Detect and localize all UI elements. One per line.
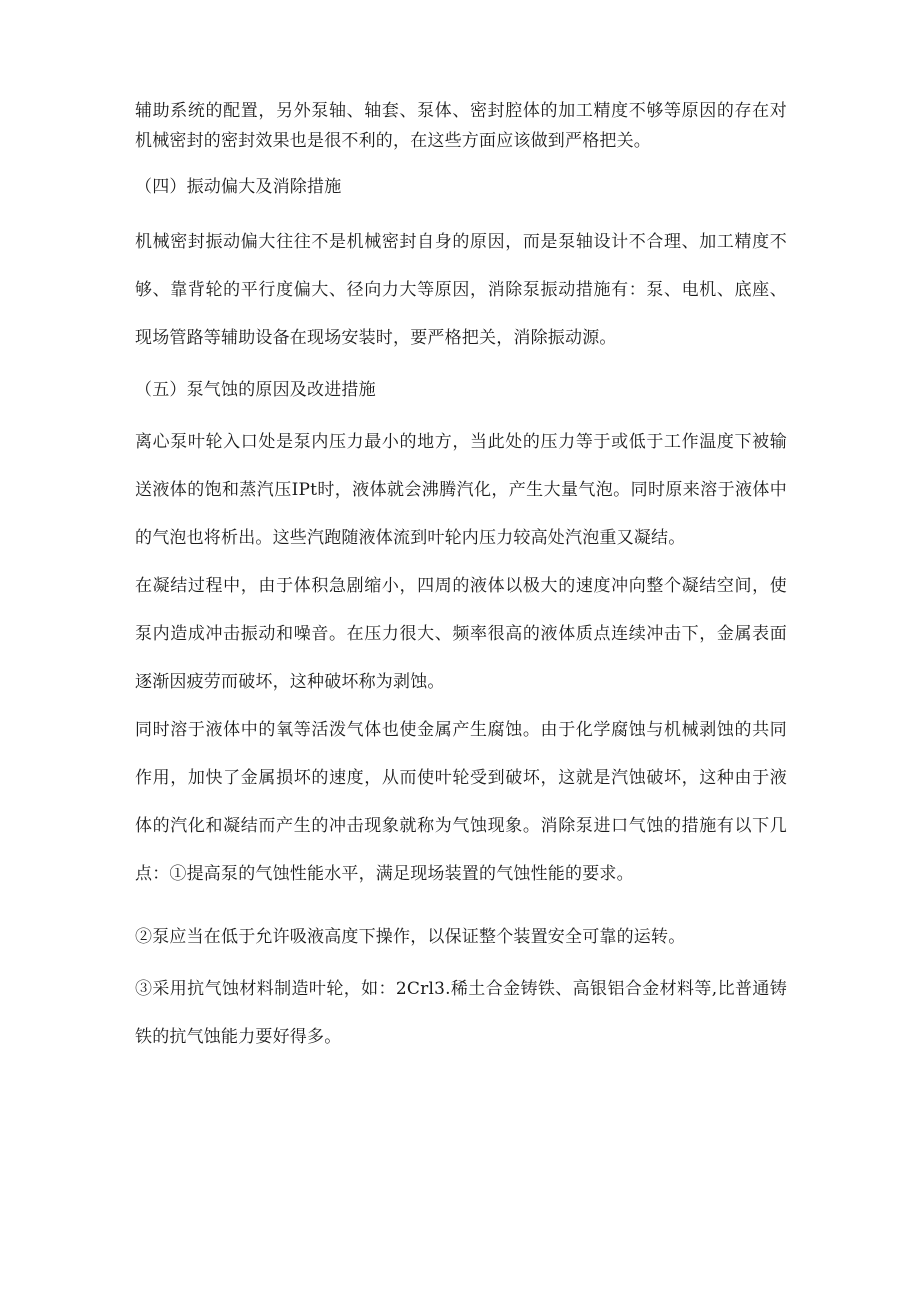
- paragraph-measure-2: ②泵应当在低于允许吸液高度下操作，以保证整个装置安全可靠的运转。: [135, 927, 686, 947]
- paragraph-corrosion: 同时溶于液体中的氧等活泼气体也使金属产生腐蚀。由于化学腐蚀与机械剥蚀的共同作用，加快了金属损坏的速度，从而使叶轮受到破坏，这就是汽蚀破坏，这种由于液体的汽化和凝结而产生的冲击现象就称为气蚀现象。消除泵进口气蚀的措施有以下几点：①提高泵的气蚀性能水平，满足现场装置的气蚀性能的要求。: [135, 720, 787, 884]
- section-heading-cavitation: （五）泵气蚀的原因及改进措施: [135, 380, 376, 400]
- paragraph-vibration: 机械密封振动偏大往往不是机械密封自身的原因，而是泵轴设计不合理、加工精度不够、靠背轮的平行度偏大、径向力大等原因，消除泵振动措施有：泵、电机、底座、现场管路等辅助设备在现场安装时，要严格把关，消除振动源。: [135, 232, 787, 348]
- paragraph-cavitation-cause: 离心泵叶轮入口处是泵内压力最小的地方，当此处的压力等于或低于工作温度下被输送液体的饱和蒸汽压IPt时，液体就会沸腾汽化，产生大量气泡。同时原来溶于液体中的气泡也将析出。这些汽跑随液体流到叶轮内压力较高处汽泡重又凝结。: [135, 432, 787, 548]
- document-body: [135, 96, 787, 1061]
- paragraph-measure-3: ③采用抗气蚀材料制造叶轮，如：2Crl3.稀土合金铸铁、高银铝合金材料等,比普通铸铁的抗气蚀能力要好得多。: [135, 979, 787, 1047]
- paragraph-condensation: 在凝结过程中，由于体积急剧缩小，四周的液体以极大的速度冲向整个凝结空间，使泵内造成冲击振动和噪音。在压力很大、频率很高的液体质点连续冲击下，金属表面逐渐因疲劳而破坏，这种破坏称为剥蚀。: [135, 576, 787, 692]
- section-heading-vibration: （四）振动偏大及消除措施: [135, 177, 342, 197]
- paragraph-auxiliary-system: 辅助系统的配置，另外泵轴、轴套、泵体、密封腔体的加工精度不够等原因的存在对机械密封的密封效果也是很不利的，在这些方面应该做到严格把关。: [135, 101, 787, 151]
